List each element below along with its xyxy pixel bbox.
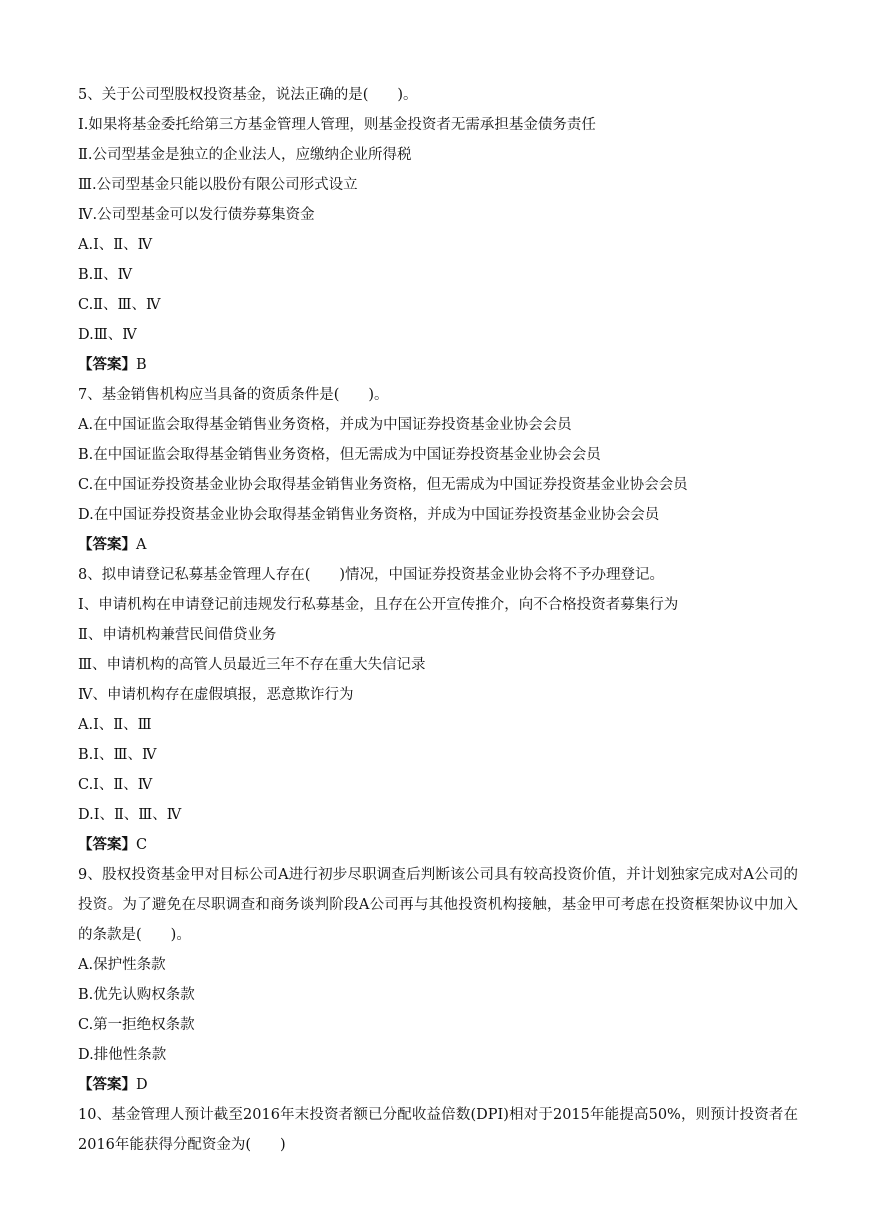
question-7-option-b: B.在中国证监会取得基金销售业务资格，但无需成为中国证券投资基金业协会会员 [78,447,601,463]
question-5-stem: 5、关于公司型股权投资基金，说法正确的是( )。 [78,87,418,103]
question-7-option-c: C.在中国证券投资基金业协会取得基金销售业务资格，但无需成为中国证券投资基金业协会会员 [78,477,688,493]
question-7-stem: 7、基金销售机构应当具备的资质条件是( )。 [78,387,389,403]
answer-value: B [136,357,147,373]
question-8-answer [78,830,798,860]
answer-value: C [136,837,148,853]
question-9-answer [78,1070,798,1100]
question-7-option-a: A.在中国证监会取得基金销售业务资格，并成为中国证券投资基金业协会会员 [78,417,572,433]
question-5-statement-1: Ⅰ.如果将基金委托给第三方基金管理人管理，则基金投资者无需承担基金债务责任 [78,117,596,133]
question-9-option-d: D.排他性条款 [78,1047,167,1063]
question-5-option-a: A.Ⅰ、Ⅱ、Ⅳ [78,237,153,253]
question-5-statement-2: Ⅱ.公司型基金是独立的企业法人，应缴纳企业所得税 [78,147,412,163]
question-8-option-d: D.Ⅰ、Ⅱ、Ⅲ、Ⅳ [78,807,182,823]
question-9-option-a: A.保护性条款 [78,957,166,973]
question-5-option-c: C.Ⅱ、Ⅲ、Ⅳ [78,297,161,313]
question-8-option-c: C.Ⅰ、Ⅱ、Ⅳ [78,777,153,793]
question-8-statement-1: Ⅰ、申请机构在申请登记前违规发行私募基金，且存在公开宣传推介，向不合格投资者募集行为 [78,597,679,613]
question-7-answer [78,530,798,560]
answer-label: 【答案】 [78,536,136,553]
question-8-option-a: A.Ⅰ、Ⅱ、Ⅲ [78,717,152,733]
answer-label: 【答案】 [78,836,136,853]
question-5-answer [78,350,798,380]
question-8-statement-4: Ⅳ、申请机构存在虚假填报，恶意欺诈行为 [78,687,354,703]
question-8-statement-2: Ⅱ、申请机构兼营民间借贷业务 [78,627,277,643]
question-5-statement-3: Ⅲ.公司型基金只能以股份有限公司形式设立 [78,177,358,193]
question-9-option-c: C.第一拒绝权条款 [78,1017,195,1033]
answer-value: A [136,537,147,553]
question-5-option-d: D.Ⅲ、Ⅳ [78,327,137,343]
question-8-option-b: B.Ⅰ、Ⅲ、Ⅳ [78,747,157,763]
question-9-stem: 9、股权投资基金甲对目标公司A进行初步尽职调查后判断该公司具有较高投资价值，并计划独家完成对A公司的投资。为了避免在尽职调查和商务谈判阶段A公司再与其他投资机构接触，基金甲可考虑在投资框架协议中加入的条款是( )。 [78,867,798,943]
question-8-stem: 8、拟申请登记私募基金管理人存在( )情况，中国证券投资基金业协会将不予办理登记。 [78,567,665,583]
question-5-option-b: B.Ⅱ、Ⅳ [78,267,133,283]
answer-label: 【答案】 [78,356,136,373]
document-page [78,80,798,1160]
question-7-option-d: D.在中国证券投资基金业协会取得基金销售业务资格，并成为中国证券投资基金业协会会员 [78,507,660,523]
question-9-option-b: B.优先认购权条款 [78,987,195,1003]
question-8-statement-3: Ⅲ、申请机构的高管人员最近三年不存在重大失信记录 [78,657,426,673]
question-10-stem: 10、基金管理人预计截至2016年末投资者额已分配收益倍数(DPI)相对于2015年能提高50%，则预计投资者在2016年能获得分配资金为( ) [78,1107,798,1153]
question-5-statement-4: Ⅳ.公司型基金可以发行债券募集资金 [78,207,315,223]
answer-value: D [136,1077,148,1093]
answer-label: 【答案】 [78,1076,136,1093]
